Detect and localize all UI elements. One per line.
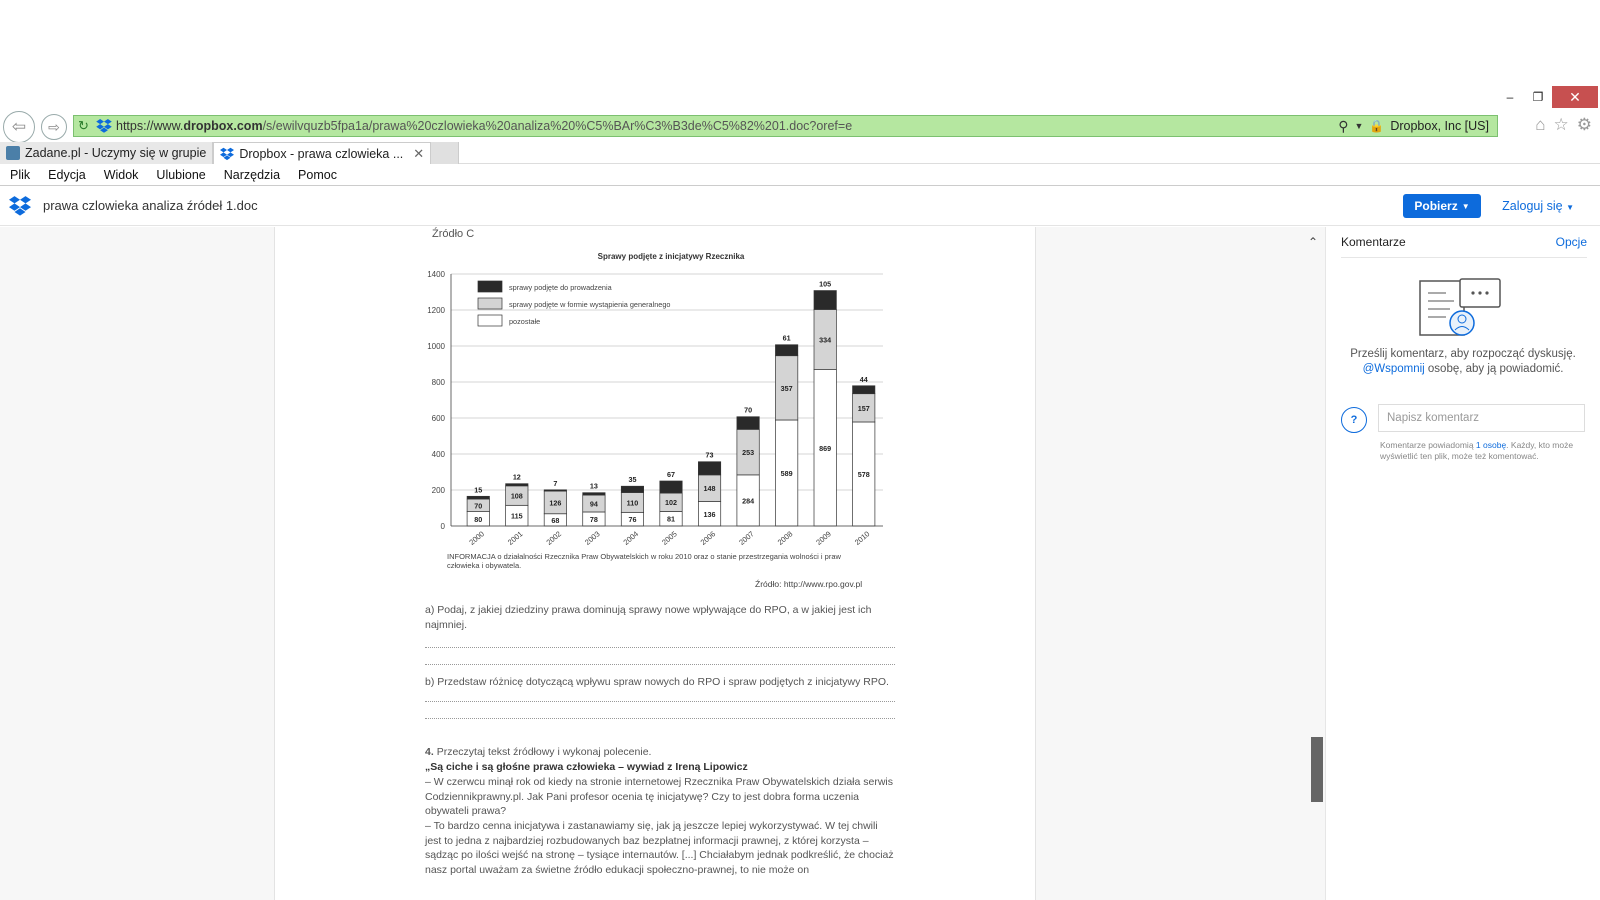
address-bar[interactable] bbox=[73, 115, 1498, 137]
bar-segment bbox=[698, 462, 720, 475]
options-link[interactable]: Opcje bbox=[1555, 235, 1587, 249]
close-tab-icon[interactable]: ✕ bbox=[413, 145, 425, 161]
task-4-header bbox=[425, 745, 895, 760]
data-label: 110 bbox=[626, 498, 639, 508]
caret-down-icon: ▼ bbox=[1461, 201, 1470, 211]
bar-segment bbox=[814, 291, 836, 310]
document-page bbox=[274, 227, 1036, 900]
zadane-favicon-icon bbox=[6, 146, 20, 160]
star-icon[interactable]: ☆ bbox=[1553, 115, 1569, 134]
document-viewer[interactable] bbox=[0, 227, 1325, 900]
chart-legend bbox=[478, 281, 670, 326]
data-label: 334 bbox=[819, 335, 832, 345]
bar-segment bbox=[467, 496, 489, 499]
chart-source: Źródło: http://www.rpo.gov.pl bbox=[755, 579, 863, 589]
data-label: 35 bbox=[628, 475, 637, 485]
prompt-line-1: Prześlij komentarz, aby rozpocząć dyskusję. bbox=[1350, 348, 1576, 360]
data-label: 869 bbox=[819, 443, 832, 453]
scrollbar-thumb[interactable] bbox=[1311, 737, 1323, 802]
legend-label: sprawy podjęte w formie wystąpienia generalnego bbox=[509, 300, 671, 309]
data-label: 136 bbox=[703, 509, 716, 519]
answer-line bbox=[425, 718, 895, 719]
gear-icon[interactable]: ⚙ bbox=[1576, 115, 1592, 134]
menu-narzedzia[interactable]: Narzędzia bbox=[223, 167, 281, 182]
comments-panel bbox=[1326, 227, 1600, 900]
forward-button[interactable] bbox=[41, 114, 67, 140]
data-label: 7 bbox=[553, 478, 558, 488]
data-label: 157 bbox=[857, 403, 870, 413]
data-label: 67 bbox=[667, 470, 675, 479]
y-tick-label: 400 bbox=[431, 450, 445, 459]
dropbox-header bbox=[0, 186, 1600, 226]
x-tick-label: 2008 bbox=[775, 529, 795, 547]
menu-pomoc[interactable]: Pomoc bbox=[298, 167, 337, 182]
tab-dropbox[interactable] bbox=[213, 142, 431, 164]
data-label: 284 bbox=[742, 496, 755, 506]
y-tick-label: 1000 bbox=[427, 342, 445, 351]
prompt-line-2: osobę, aby ją powiadomić. bbox=[1424, 363, 1564, 375]
legend-label: sprawy podjęte do prowadzenia bbox=[509, 283, 612, 292]
address-bar-right bbox=[1338, 118, 1497, 135]
y-tick-label: 1200 bbox=[427, 306, 445, 315]
refresh-icon[interactable]: ↻ bbox=[78, 118, 89, 133]
dropbox-favicon-icon bbox=[220, 147, 234, 161]
data-label: 94 bbox=[589, 499, 598, 509]
comments-title: Komentarze bbox=[1341, 235, 1406, 249]
y-tick-label: 0 bbox=[440, 522, 445, 531]
interview-paragraph-2: – To bardzo cenna inicjatywa i zastanawiamy się, jak ją jeszcze lepiej wykorzystywać. W tej chwili jest to jedna z najbardziej rozbudowanych baz bezpłatnej informacji prawnej, z której korzysta – sądząc po ilości wejść na stronę – tysiące internautów. [...] Chciałabym jednak podkreślić, że chociaż nasz portal uważam za świetne źródło edukacji społeczno-prawnej, to nie może on bbox=[425, 820, 894, 876]
y-tick-label: 200 bbox=[431, 486, 445, 495]
answer-line bbox=[425, 664, 895, 665]
chart-caption: INFORMACJA o działalności Rzecznika Praw Obywatelskich w roku 2010 oraz o stanie przestrzegania wolności i praw człowieka i obywatela. bbox=[447, 552, 841, 570]
y-tick-label: 800 bbox=[431, 378, 445, 387]
download-label: Pobierz bbox=[1414, 199, 1458, 213]
comments-header bbox=[1341, 235, 1587, 258]
data-label: 578 bbox=[857, 469, 870, 479]
bar-chart bbox=[421, 239, 901, 579]
note-text-b: . Każdy, kto może wyświetlić ten plik, może też komentować. bbox=[1380, 440, 1574, 461]
question-a: a) Podaj, z jakiej dziedziny prawa dominują sprawy nowe wpływające do RPO, a w jakiej jest ich najmniej. bbox=[425, 604, 872, 631]
lock-icon[interactable]: 🔒 bbox=[1369, 119, 1385, 133]
comments-note bbox=[1380, 440, 1580, 462]
dropdown-icon[interactable]: ▼ bbox=[1354, 121, 1364, 131]
search-icon[interactable]: ⚲ bbox=[1338, 117, 1349, 134]
close-window-button[interactable]: ✕ bbox=[1552, 86, 1598, 108]
url-text[interactable] bbox=[116, 119, 1338, 133]
tab-label: Zadane.pl - Uczymy się w grupie bbox=[25, 146, 207, 160]
arrow-left-icon: ⇦ bbox=[11, 117, 27, 136]
data-label: 253 bbox=[742, 448, 755, 458]
data-label: 70 bbox=[474, 501, 483, 511]
download-button[interactable] bbox=[1403, 194, 1481, 218]
note-text-a: Komentarze powiadomią bbox=[1380, 440, 1476, 450]
caret-down-icon: ▼ bbox=[1566, 203, 1574, 212]
interview-paragraph-1: – W czerwcu minął rok od kiedy na stronie internetowej Rzecznika Praw Obywatelskich działa serwis Codziennikprawny.pl. Jak Pani profesor ocenia tę inicjatywę? Czy to jest dobra forma uczenia obywateli prawa? bbox=[425, 776, 894, 817]
data-label: 12 bbox=[512, 472, 521, 482]
bar-segment bbox=[544, 490, 566, 491]
comments-illustration-icon bbox=[1416, 277, 1506, 339]
data-label: 105 bbox=[819, 279, 832, 289]
data-label: 73 bbox=[705, 450, 714, 460]
data-label: 357 bbox=[780, 383, 793, 393]
data-label: 115 bbox=[511, 511, 523, 521]
x-tick-label: 2002 bbox=[544, 529, 564, 547]
certificate-label[interactable]: Dropbox, Inc [US] bbox=[1390, 119, 1489, 133]
data-label: 108 bbox=[510, 491, 523, 501]
restore-button[interactable]: ❐ bbox=[1532, 90, 1544, 104]
data-label: 589 bbox=[780, 468, 793, 478]
menu-plik[interactable]: Plik bbox=[10, 167, 31, 182]
y-tick-label: 1400 bbox=[427, 270, 445, 279]
window-controls bbox=[1496, 86, 1598, 108]
dropbox-icon bbox=[96, 119, 112, 133]
url-prefix: https://www. bbox=[116, 119, 184, 133]
x-tick-label: 2005 bbox=[660, 529, 679, 547]
bar-segment bbox=[583, 493, 605, 495]
data-label: 81 bbox=[667, 514, 675, 524]
bar-segment bbox=[660, 481, 682, 493]
toolbar-icons bbox=[1535, 115, 1592, 135]
data-label: 78 bbox=[589, 514, 598, 524]
scroll-up-icon[interactable]: ⌃ bbox=[1308, 235, 1319, 249]
menu-ulubione[interactable]: Ulubione bbox=[156, 167, 206, 182]
task-number: 4. bbox=[425, 746, 434, 758]
comments-prompt bbox=[1336, 347, 1590, 377]
data-label: 15 bbox=[474, 485, 483, 495]
legend-label: pozostałe bbox=[509, 317, 541, 326]
bar-segment bbox=[621, 486, 643, 492]
bar-segment bbox=[775, 345, 797, 356]
interview-title: „Są ciche i są głośne prawa człowieka – wywiad z Ireną Lipowicz bbox=[425, 761, 748, 773]
x-tick-label: 2003 bbox=[583, 529, 602, 547]
dropbox-logo-icon[interactable] bbox=[9, 196, 31, 216]
data-label: 70 bbox=[744, 405, 753, 415]
home-icon[interactable]: ⌂ bbox=[1535, 115, 1546, 134]
chart-title: Sprawy podjęte z inicjatywy Rzecznika bbox=[597, 252, 745, 261]
navigation-bar bbox=[0, 110, 1600, 142]
x-tick-label: 2004 bbox=[621, 529, 641, 547]
x-tick-label: 2006 bbox=[698, 529, 718, 547]
help-icon[interactable]: ? bbox=[1341, 407, 1367, 433]
source-label: Źródło C bbox=[432, 228, 475, 240]
data-label: 76 bbox=[628, 515, 637, 525]
back-button[interactable] bbox=[3, 111, 35, 143]
data-label: 126 bbox=[549, 498, 562, 508]
data-label: 13 bbox=[589, 481, 598, 491]
tab-label: Dropbox - prawa czlowieka ... bbox=[239, 146, 404, 161]
data-label: 68 bbox=[551, 515, 560, 525]
comment-input[interactable]: Napisz komentarz bbox=[1378, 404, 1585, 432]
data-label: 102 bbox=[665, 498, 677, 508]
login-label: Zaloguj się bbox=[1502, 199, 1563, 213]
minimize-button[interactable]: – bbox=[1506, 90, 1514, 104]
answer-line bbox=[425, 701, 895, 702]
y-tick-label: 600 bbox=[431, 414, 445, 423]
tab-zadane[interactable] bbox=[0, 142, 213, 164]
x-tick-label: 2001 bbox=[505, 529, 525, 547]
login-button[interactable] bbox=[1502, 199, 1574, 213]
question-b: b) Przedstaw różnicę dotyczącą wpływu spraw nowych do RPO i spraw podjętych z inicjatywy RPO. bbox=[425, 676, 889, 688]
bar-segment bbox=[506, 484, 528, 486]
x-tick-label: 2010 bbox=[852, 529, 872, 547]
url-path: /s/ewilvquzb5fpa1a/prawa%20czlowieka%20analiza%20%C5%BAr%C3%B3de%C5%82%201.doc?oref=e bbox=[262, 119, 853, 133]
x-tick-label: 2007 bbox=[737, 529, 756, 547]
data-label: 148 bbox=[703, 484, 716, 494]
data-label: 80 bbox=[474, 514, 483, 524]
task-instruction: Przeczytaj tekst źródłowy i wykonaj polecenie. bbox=[436, 746, 652, 758]
legend-swatch bbox=[478, 298, 502, 309]
new-tab-button[interactable] bbox=[431, 142, 459, 164]
menu-edycja[interactable]: Edycja bbox=[48, 167, 86, 182]
menu-bar bbox=[0, 164, 1600, 186]
mention-link[interactable]: @Wspomnij bbox=[1362, 363, 1425, 375]
answer-line bbox=[425, 647, 895, 648]
legend-swatch bbox=[478, 281, 502, 292]
x-tick-label: 2009 bbox=[814, 529, 833, 547]
file-name: prawa czlowieka analiza źródeł 1.doc bbox=[43, 198, 258, 213]
x-tick-label: 2000 bbox=[467, 529, 486, 547]
data-label: 61 bbox=[782, 333, 791, 343]
legend-swatch bbox=[478, 315, 502, 326]
tab-bar bbox=[0, 142, 1600, 164]
bar-segment bbox=[737, 417, 759, 430]
arrow-right-icon: ⇨ bbox=[48, 118, 60, 135]
bar-segment bbox=[853, 386, 875, 394]
data-label: 44 bbox=[859, 374, 868, 384]
url-domain: dropbox.com bbox=[183, 119, 263, 133]
menu-widok[interactable]: Widok bbox=[103, 167, 139, 182]
note-link[interactable]: 1 osobę bbox=[1475, 440, 1507, 450]
